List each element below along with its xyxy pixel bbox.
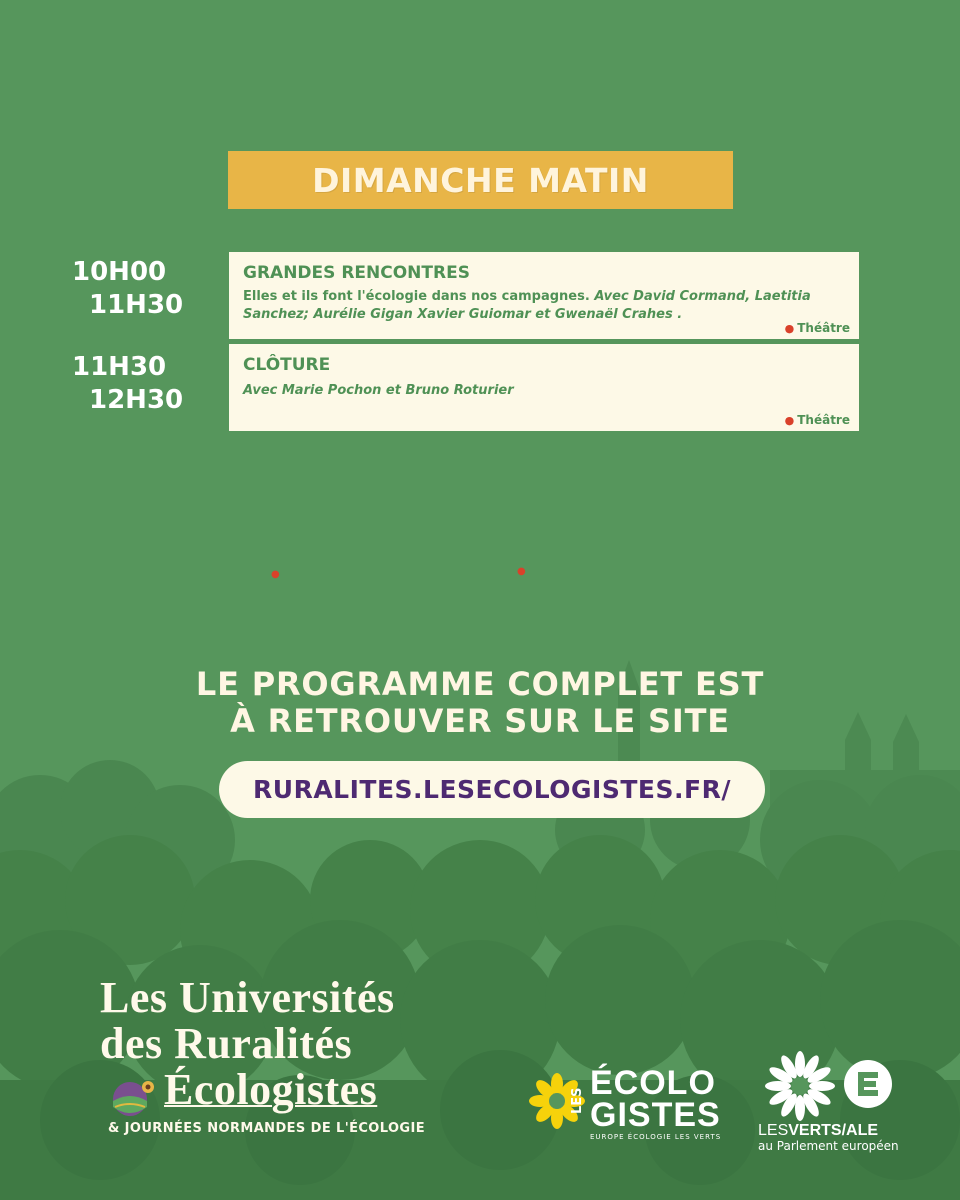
website-url[interactable]: RURALITES.LESECOLOGISTES.FR/ bbox=[253, 775, 731, 804]
session-1-title: GRANDES RENCONTRES bbox=[243, 263, 470, 283]
map-pin-icon: ● bbox=[784, 322, 795, 335]
ecologistes-tagline: EUROPE ÉCOLOGIE LES VERTS bbox=[590, 1133, 722, 1141]
les-ecologistes-logo bbox=[528, 1060, 728, 1145]
session-2-speakers: Avec Marie Pochon et Bruno Roturier bbox=[243, 383, 514, 398]
session-2-location-label: Théâtre bbox=[797, 413, 850, 427]
event-logo-line-1: Les Universités bbox=[100, 973, 395, 1022]
session-1-start-time: 10H00 bbox=[72, 257, 167, 287]
session-2-location bbox=[785, 413, 850, 427]
session-2-description bbox=[243, 382, 845, 400]
session-1-end-time: 11H30 bbox=[89, 290, 184, 320]
event-logo-subtitle: & JOURNÉES NORMANDES DE L'ÉCOLOGIE bbox=[108, 1121, 426, 1136]
verts-les: LES bbox=[758, 1122, 789, 1139]
day-banner bbox=[228, 151, 733, 209]
website-link[interactable] bbox=[219, 761, 765, 818]
session-card-cloture bbox=[229, 344, 859, 431]
event-logo-line-3: Écologistes bbox=[164, 1065, 378, 1114]
session-1-description bbox=[243, 288, 845, 324]
green-flower-icon bbox=[760, 1050, 840, 1122]
ecologistes-les: LES bbox=[570, 1087, 585, 1114]
verts-subtitle: au Parlement européen bbox=[758, 1139, 899, 1153]
session-2-end-time: 12H30 bbox=[89, 385, 184, 415]
cta-line-2: À RETROUVER SUR LE SITE bbox=[230, 702, 730, 740]
session-card-grandes-rencontres bbox=[229, 252, 859, 339]
program-cta bbox=[0, 666, 960, 740]
session-1-location bbox=[785, 321, 850, 335]
verts-name: VERTS/ALE bbox=[788, 1122, 879, 1139]
landscape-badge-icon bbox=[110, 1077, 158, 1119]
event-logo-line-2: des Ruralités bbox=[100, 1019, 353, 1068]
session-2-start-time: 11H30 bbox=[72, 352, 167, 382]
session-1-speakers: Avec David Cormand, Laetitia Sanchez; Aurélie Gigan Xavier Guiomar et Gwenaël Crahes . bbox=[243, 289, 811, 322]
cta-line-1: LE PROGRAMME COMPLET EST bbox=[195, 665, 765, 703]
day-title: DIMANCHE MATIN bbox=[312, 160, 649, 200]
ale-e-icon bbox=[842, 1058, 894, 1110]
session-1-text: Elles et ils font l'écologie dans nos campagnes. bbox=[243, 289, 590, 304]
verts-brand bbox=[758, 1122, 878, 1140]
les-verts-ale-logo bbox=[756, 1050, 901, 1155]
map-pin-icon: ● bbox=[517, 566, 526, 577]
ecologistes-top: ÉCOLO bbox=[590, 1064, 716, 1102]
session-1-location-label: Théâtre bbox=[797, 321, 850, 335]
session-2-title: CLÔTURE bbox=[243, 355, 331, 375]
map-pin-icon: ● bbox=[271, 569, 280, 580]
ecologistes-bottom: GISTES bbox=[590, 1096, 721, 1134]
map-pin-icon: ● bbox=[784, 414, 795, 427]
